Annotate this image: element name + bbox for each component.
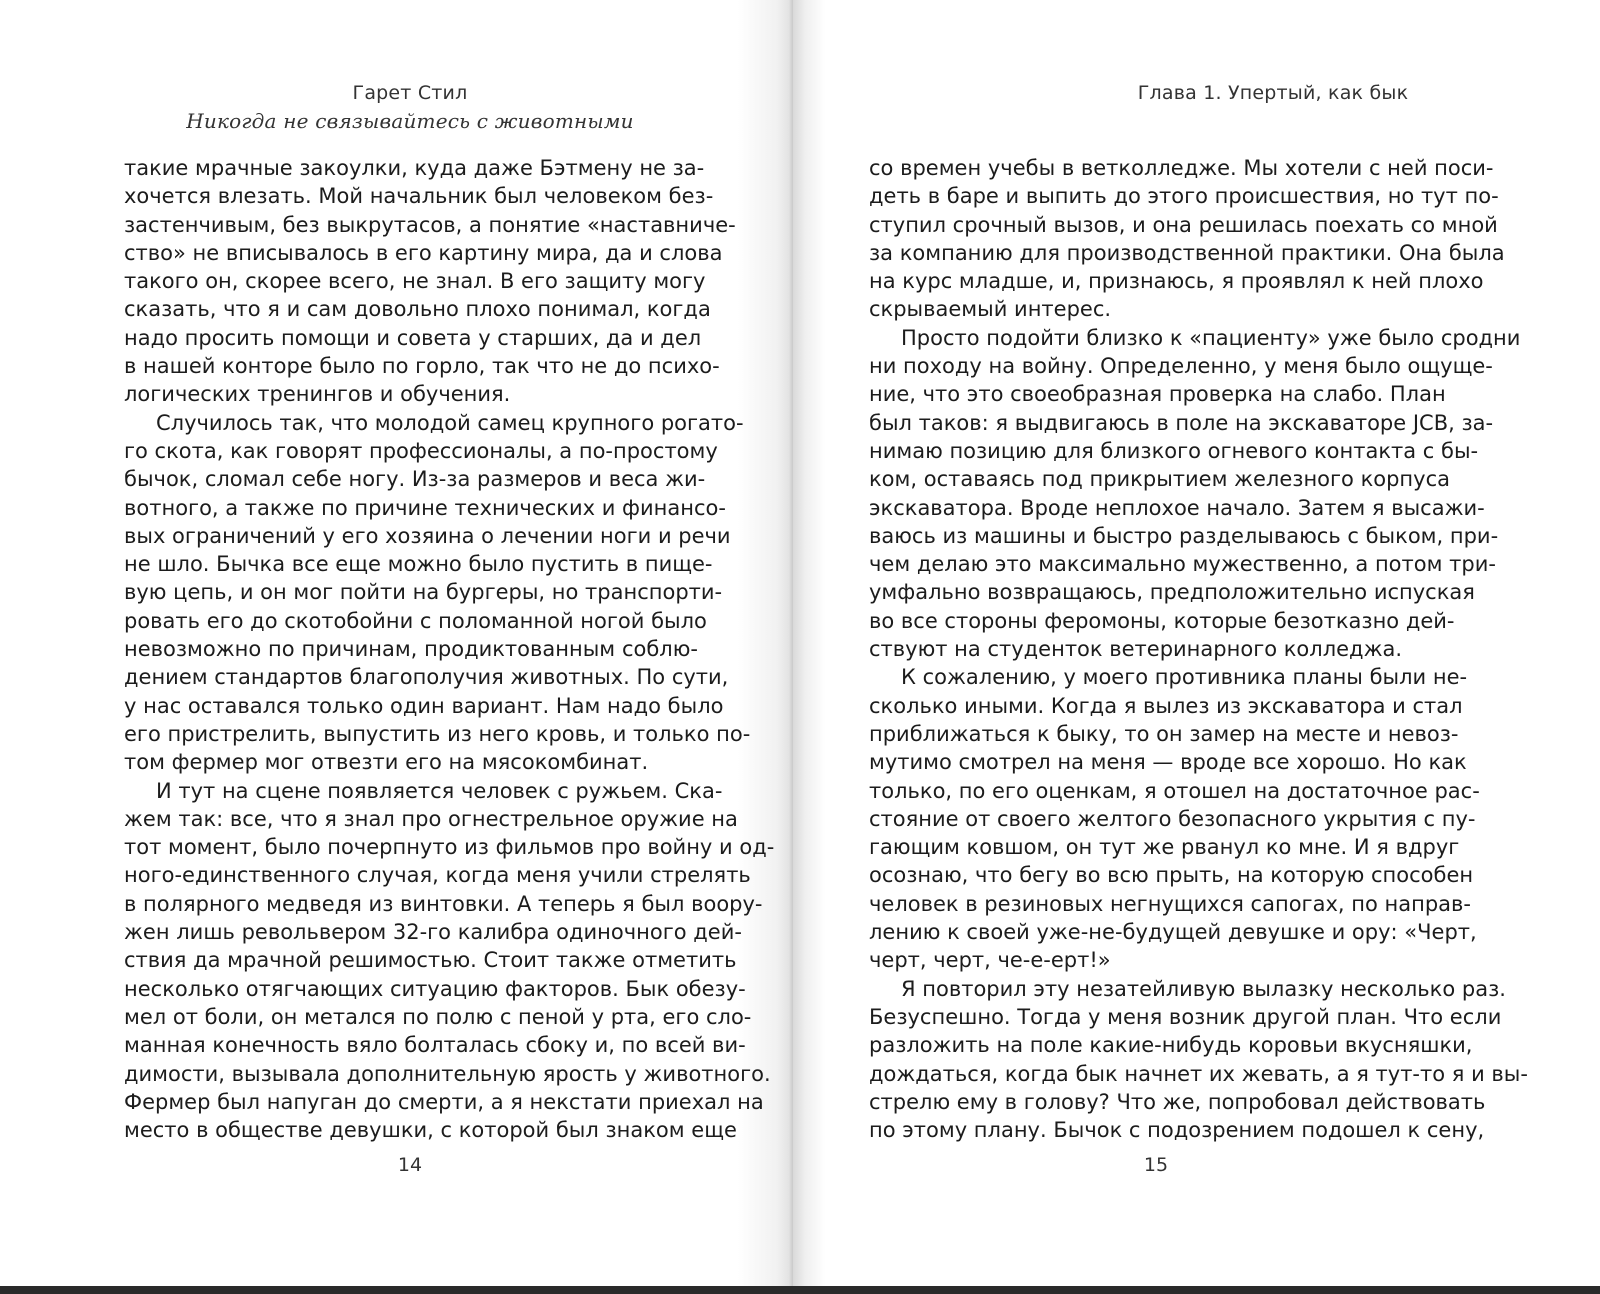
text-line: черт, черт, че-е-ерт!»	[869, 948, 1111, 973]
text-line: деть в баре и выпить до этого происшествия, но тут по-	[869, 184, 1499, 209]
text-line: вотного, а также по причине технических и финансо-	[124, 495, 726, 520]
text-line: ного-единственного случая, когда меня учили стрелять	[124, 863, 751, 888]
text-line: ступил срочный вызов, и она решилась поехать со мной	[869, 212, 1498, 237]
text-line: том фермер мог отвезти его на мясокомбинат.	[124, 750, 649, 775]
page-number-right: 15	[1143, 1154, 1169, 1176]
text-line: димости, вызывала дополнительную ярость у животного.	[124, 1061, 771, 1086]
text-line: ваюсь из машины и быстро разделываюсь с быком, при-	[869, 523, 1499, 548]
text-line: сказать, что я и сам довольно плохо понимал, когда	[124, 297, 711, 322]
text-line: логических тренингов и обучения.	[124, 382, 511, 407]
text-line: человек в резиновых негнущихся сапогах, по направ-	[869, 891, 1471, 916]
text-line: надо просить помощи и совета у старших, да и дел	[124, 325, 702, 350]
text-line: жем так: все, что я знал про огнестрельное оружие на	[124, 806, 738, 831]
text-line: по этому плану. Бычок с подозрением подошел к сену,	[869, 1118, 1485, 1143]
page-number-left: 14	[397, 1154, 423, 1176]
text-line: ком, оставаясь под прикрытием железного корпуса	[869, 467, 1451, 492]
text-line: Фермер был напуган до смерти, а я некстати приехал на	[124, 1089, 764, 1114]
text-line: был таков: я выдвигаюсь в поле на экскаваторе JCB, за-	[869, 410, 1494, 435]
text-line: Просто подойти близко к «пациенту» уже было сродни	[901, 325, 1521, 350]
text-line: застенчивым, без выкрутасов, а понятие «наставниче-	[124, 212, 736, 237]
text-line: невозможно по причинам, продиктованным соблю-	[124, 637, 698, 662]
text-line: экскаватора. Вроде неплохое начало. Затем я высажи-	[869, 495, 1485, 520]
text-line: за компанию для производственной практики. Она была	[869, 240, 1505, 265]
author-header: Гарет Стил	[352, 82, 468, 104]
text-line: в полярного медведя из винтовки. А теперь я был воору-	[124, 891, 763, 916]
text-line: его пристрелить, выпустить из него кровь, и только по-	[124, 721, 751, 746]
text-line: не шло. Бычка все еще можно было пустить в пище-	[124, 552, 713, 577]
left-body-text	[124, 154, 775, 1144]
right-page	[793, 0, 1600, 1286]
left-page	[0, 0, 793, 1286]
text-line: ровать его до скотобойни с поломанной ногой было	[124, 608, 707, 633]
text-line: стрелю ему в голову? Что же, попробовал действовать	[869, 1089, 1486, 1114]
text-line: мел от боли, он метался по полю с пеной у рта, его сло-	[124, 1004, 752, 1029]
text-line: Случилось так, что молодой самец крупного рогато-	[156, 410, 744, 435]
text-line: ство» не вписывалось в его картину мира, да и слова	[124, 240, 723, 265]
text-line: сколько иными. Когда я вылез из экскаватора и стал	[869, 693, 1463, 718]
text-line: ствия да мрачной решимостью. Стоит также отметить	[124, 948, 737, 973]
text-line: со времен учебы в ветколледже. Мы хотели с ней поси-	[869, 156, 1494, 180]
text-line: на курс младше, и, признаюсь, я проявлял к ней плохо	[869, 269, 1484, 294]
text-line: дением стандартов благополучия животных. По сути,	[124, 665, 729, 690]
text-line: вых ограничений у его хозяина о лечении ноги и речи	[124, 523, 731, 548]
text-line: тот момент, было почерпнуто из фильмов про войну и од-	[124, 835, 775, 860]
text-line: у нас оставался только один вариант. Нам надо было	[124, 693, 724, 718]
bottom-edge	[0, 1286, 1600, 1294]
text-line: стояние от своего желтого безопасного укрытия с пу-	[869, 806, 1476, 831]
text-line: такие мрачные закоулки, куда даже Бэтмену не за-	[124, 156, 705, 180]
text-line: Я повторил эту незатейливую вылазку несколько раз.	[901, 976, 1506, 1001]
text-line: манная конечность вяло болталась сбоку и, по всей ви-	[124, 1033, 746, 1058]
text-line: лению к своей уже-не-будущей девушке и ору: «Черт,	[869, 920, 1477, 945]
text-line: гающим ковшом, он тут же рванул ко мне. И я вдруг	[869, 835, 1460, 860]
text-line: жен лишь револьвером 32-го калибра одиночного дей-	[124, 920, 742, 945]
text-line: Безуспешно. Тогда у меня возник другой план. Что если	[869, 1004, 1502, 1029]
text-line: мутимо смотрел на меня — вроде все хорошо. Но как	[869, 750, 1467, 775]
text-line: вую цепь, и он мог пойти на бургеры, но транспорти-	[124, 580, 723, 605]
text-line: ствуют на студенток ветеринарного колледжа.	[869, 637, 1403, 662]
text-line: скрываемый интерес.	[869, 297, 1112, 322]
text-line: го скота, как говорят профессионалы, а по-простому	[124, 438, 718, 463]
text-line: ни походу на войну. Определенно, у меня было ощуще-	[869, 354, 1493, 379]
text-line: разложить на поле какие-нибудь коровьи вкусняшки,	[869, 1033, 1473, 1058]
text-line: хочется влезать. Мой начальник был человеком без-	[124, 184, 714, 209]
text-line: К сожалению, у моего противника планы были не-	[901, 665, 1468, 690]
text-line: такого он, скорее всего, не знал. В его защиту могу	[124, 269, 706, 294]
text-line: нимаю позицию для близкого огневого контакта с бы-	[869, 438, 1479, 463]
text-line: ние, что это своеобразная проверка на слабо. План	[869, 382, 1446, 407]
text-line: чем делаю это максимально мужественно, а потом три-	[869, 552, 1496, 577]
text-line: место в обществе девушки, с которой был знаком еще	[124, 1118, 737, 1143]
right-body-text	[869, 154, 1528, 1144]
chapter-header: Глава 1. Упертый, как бык	[1137, 82, 1409, 104]
text-line: несколько отягчающих ситуацию факторов. Бык обезу-	[124, 976, 746, 1001]
book-title-header: Никогда не связывайтесь с животными	[186, 109, 634, 133]
text-line: дождаться, когда бык начнет их жевать, а я тут-то я и вы-	[869, 1061, 1528, 1086]
text-line: умфально возвращаюсь, предположительно испуская	[869, 580, 1475, 605]
text-line: приближаться к быку, то он замер на месте и невоз-	[869, 721, 1459, 746]
text-line: во все стороны феромоны, которые безотказно дей-	[869, 608, 1455, 633]
text-line: бычок, сломал себе ногу. Из-за размеров и веса жи-	[124, 467, 706, 492]
text-line: в нашей конторе было по горло, так что не до психо-	[124, 354, 720, 379]
text-line: И тут на сцене появляется человек с ружьем. Ска-	[156, 778, 723, 803]
text-line: только, по его оценкам, я отошел на достаточное рас-	[869, 778, 1480, 803]
text-line: осознаю, что бегу во всю прыть, на которую способен	[869, 863, 1474, 888]
